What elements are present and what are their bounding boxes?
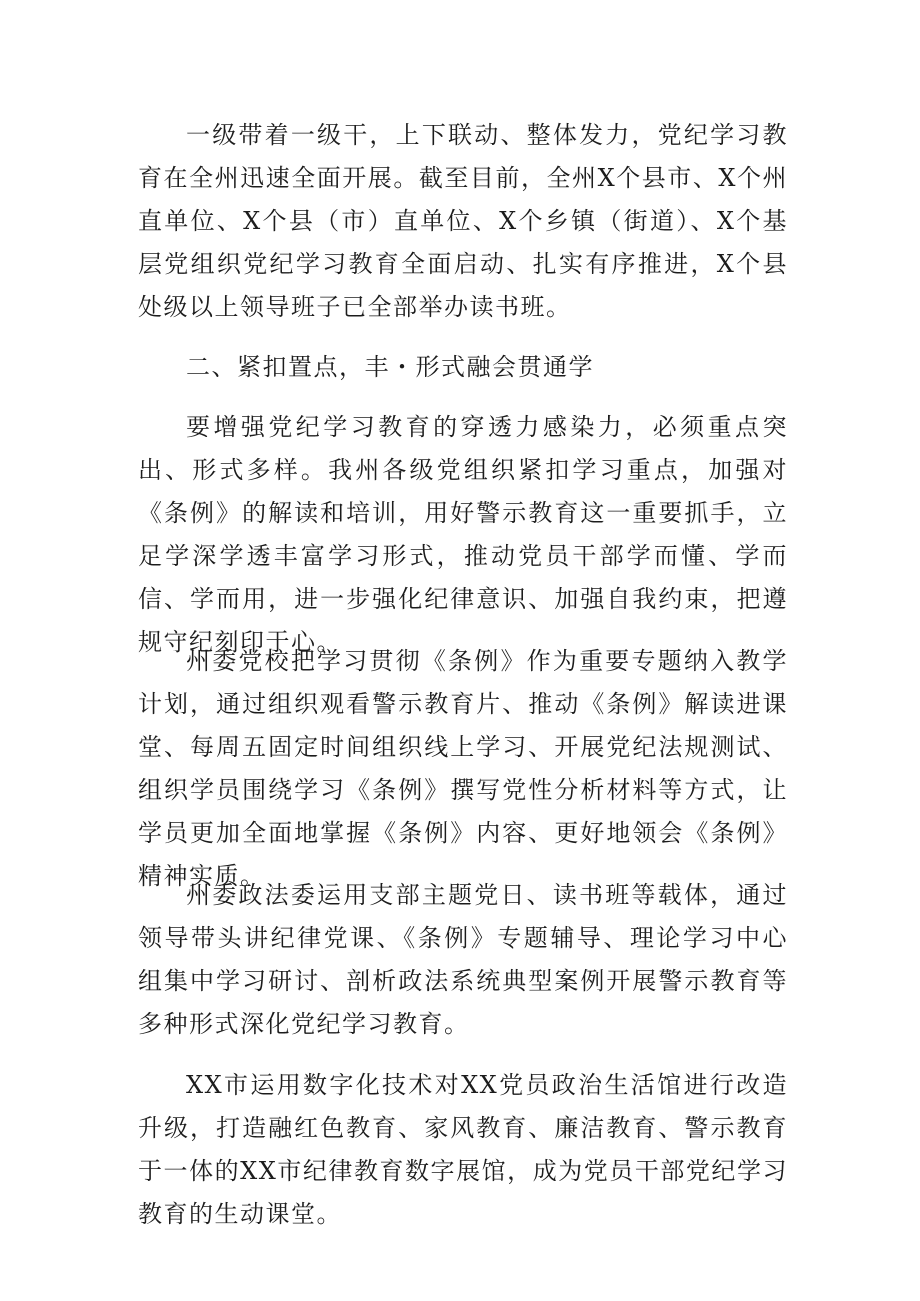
- paragraph-5: XX市运用数字化技术对XX党员政治生活馆进行改造升级，打造融红色教育、家风教育、廉洁教育、警示教育于一体的XX市纪律教育数字展馆，成为党员干部党纪学习教育的生动课堂。: [138, 1071, 788, 1228]
- paragraph-4: 州委政法委运用支部主题党日、读书班等载体，通过领导带头讲纪律党课、《条例》专题辅导、理论学习中心组集中学习研讨、剖析政法系统典型案例开展警示教育等多种形式深化党纪学习教育。: [138, 881, 788, 1038]
- section-heading: 二、紧扣置点，丰・形式融会贯通学: [186, 353, 594, 381]
- paragraph-1: 一级带着一级干，上下联动、整体发力，党纪学习教育在全州迅速全面开展。截至目前，全州X个县市、X个州直单位、X个县（市）直单位、X个乡镇（街道）、X个基层党组织党纪学习教育全面启动、扎实有序推进，X个县处级以上领导班子已全部举办读书班。: [138, 121, 788, 321]
- paragraph-2: 要增强党纪学习教育的穿透力感染力，必须重点突出、形式多样。我州各级党组织紧扣学习重点，加强对《条例》的解读和培训，用好警示教育这一重要抓手，立足学深学透丰富学习形式，推动党员干部学而懂、学而信、学而用，进一步强化纪律意识、加强自我约束，把遵规守纪刻印于心。: [138, 413, 788, 656]
- paragraph-3: 州委党校把学习贯彻《条例》作为重要专题纳入教学计划，通过组织观看警示教育片、推动《条例》解读进课堂、每周五固定时间组织线上学习、开展党纪法规测试、组织学员围绕学习《条例》撰写党性分析材料等方式，让学员更加全面地掌握《条例》内容、更好地领会《条例》精神实质。: [138, 647, 788, 890]
